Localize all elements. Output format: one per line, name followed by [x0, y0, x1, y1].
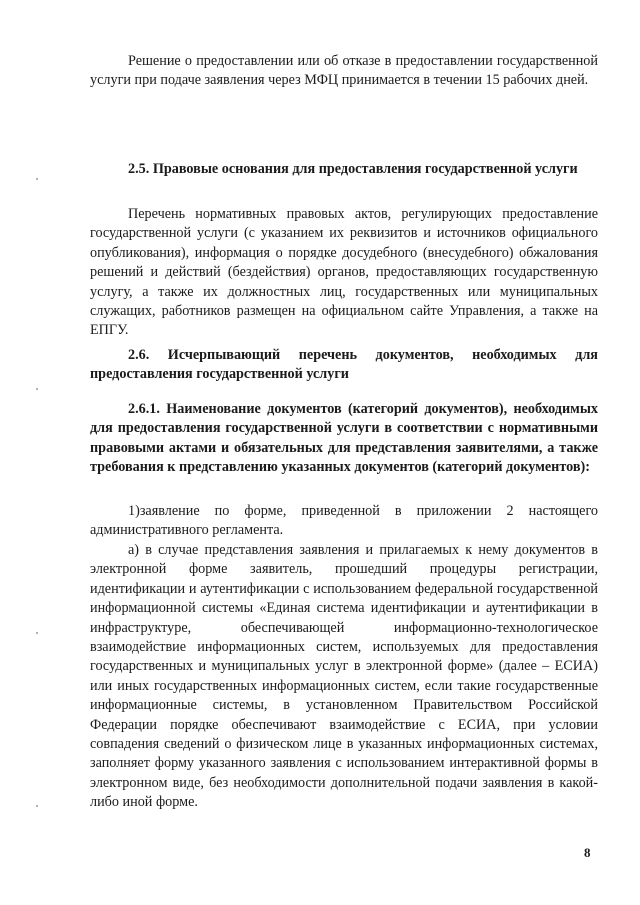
paragraph-decision-term: Решение о предоставлении или об отказе в предоставлении государственной услуги при подаче заявления через МФЦ принимается в течении 15 рабочих дней. [90, 53, 598, 89]
section-2-5-text: Перечень нормативных правовых актов, регулирующих предоставление государственной услуги (с указанием их реквизитов и источников официального опубликования), информация о порядке досудебного (внесудебного) обжалования решений и действий (бездействия) органов, предоставляющих государственную услугу, а также их должностных лиц, государственных или муниципальных служащих, работников размещен на официальном сайте Управления, а также на ЕПГУ. [90, 206, 598, 339]
section-2-6-heading: 2.6. Исчерпывающий перечень документов, необходимых для предоставления государственной услуги [90, 347, 598, 383]
scan-speck [36, 632, 38, 634]
page-number: 8 [584, 845, 591, 860]
scan-speck [36, 388, 38, 390]
list-item-a: а) в случае представления заявления и прилагаемых к нему документов в электронной форме заявитель, прошедший процедуры регистрации, идентификации и аутентификации с использованием федеральной государственной информационной системы «Единая система идентификации и аутентификации в инфраструктуре, обеспечивающей информационно-технологическое взаимодействие информационных систем, используемых для предоставления государственных и муниципальных услуг в электронной форме» (далее – ЕСИА) или иных государственных информационных систем, если такие государственные информационные системы, в установленном Правительством Российской Федерации порядке обеспечивают взаимодействие с ЕСИА, при условии совпадения сведений о физическом лице в указанных информационных системах, заполняет форму указанного заявления с использованием интерактивной формы в электронном виде, без необходимости дополнительной подачи заявления в какой-либо иной форме. [90, 542, 598, 811]
scan-speck [36, 178, 38, 180]
section-2-5-heading: 2.5. Правовые основания для предоставления государственной услуги [128, 161, 578, 177]
section-2-6-1-heading: 2.6.1. Наименование документов (категорий документов), необходимых для предоставления государственной услуги в соответствии с нормативными правовыми актами и обязательных для представления заявителями, а также требования к представлению указанных документов (категорий документов): [90, 401, 598, 476]
scan-speck [36, 805, 38, 807]
list-item-1: 1)заявление по форме, приведенной в приложении 2 настоящего административного регламента. [90, 503, 598, 539]
